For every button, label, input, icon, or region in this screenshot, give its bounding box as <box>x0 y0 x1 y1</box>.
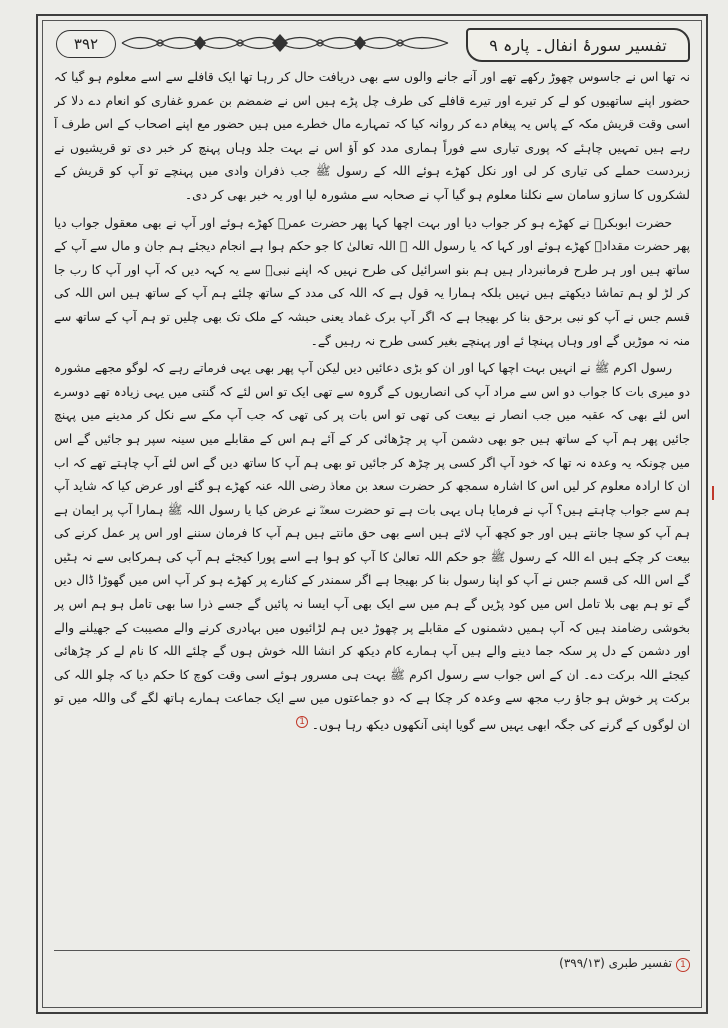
footnote-number: 1 <box>676 958 690 972</box>
footnote-marker[interactable]: 1 <box>296 716 308 728</box>
footnote-text: تفسیر طبری (۳۹۹/۱۳) <box>559 956 672 970</box>
paragraph-3-text: رسول اکرم ﷺ نے انہیں بہت اچھا کہا اور ان کو بڑی دعائیں دیں لیکن آپ پھر بھی یہی فرماتے رہے کہ لوگو مجھے مشورہ دو میری بات کا جواب دو اس سے مراد آپ کی انصاریوں کے گروہ سے تھی ایک تو اس لئے کہ گنتی میں یہی زیادہ تھے دوسرے اس لئے بھی کہ عقبہ میں جب انصار نے بیعت کی تھی تو اس بات پر کی تھی کہ جب آپ مکے سے نکل کر مدینے میں پہنچ جائیں پھر ہم آپ کے ساتھ ہیں جو بھی دشمن آپ پر چڑھائی کر کے آئے ہم اس کے مقابلے میں سینہ سپر ہو جائیں گے اس میں چونکہ یہ وعدہ نہ تھا کہ خود آپ اگر کسی پر چڑھ کر جائیں تو بھی ہم آپ کا ساتھ دیں گے اس لئے آپ چاہتے تھے کہ اب ان کا ارادہ معلوم کر لیں اس کا اشارہ سمجھ کر حضرت سعد بن معاذ رضی اللہ عنہ کھڑے ہو گئے اور عرض کیا کہ شاید آپ ہم سے جواب چاہتے ہیں؟ آپ نے فرمایا ہاں یہی بات ہے تو حضرت سعدؓ نے عرض کیا یا رسول اللہ ﷺ ہمارا آپ پر ایمان ہے ہم آپ کو سچا جانتے ہیں اور جو کچھ آپ لائے ہیں اسے بھی حق مانتے ہیں ہم آپ کا فرمان سننے اور اس پر عمل کرنے کی بیعت کر چکے ہیں اے اللہ کے رسول ﷺ جو حکم اللہ تعالیٰ کا آپ کو ہوا ہے اسے پورا کیجئے ہم آپ کی ہمرکابی سے نہ ہٹیں گے اس اللہ کی قسم جس نے آپ کو اپنا رسول بنا کر بھیجا ہے اگر سمندر کے کنارے پر کھڑے ہو کر آپ اس میں گھوڑا ڈال دیں گے تو ہم بھی بلا تامل اس میں کود پڑیں گے ہم میں سے ایک بھی آپ ایسا نہ پائیں گے جسے ذرا سا بھی تامل ہو ہم اس پر بخوشی رضامند ہیں کہ آپ ہمیں دشمنوں کے مقابلے پر چھوڑ دیں ہم لڑائیوں میں بہادری کرنے والے مصیبت کے جھیلنے والے اور دشمن کے دل پر سکہ جما دینے والے ہیں آپ ہمارے کام دیکھ کر انشا اللہ خوش ہوں گے چلئے اللہ کا نام لے کر چڑھائی کیجئے اللہ برکت دے۔ ان کے اس جواب سے رسول اکرم ﷺ بہت ہی مسرور ہوئے اسی وقت کوچ کا حکم دیا کہ چلو اللہ کی برکت پر خوش ہو جاؤ رب مجھ سے وعدہ کر چکا ہے کہ دو جماعتوں میں سے ایک جماعت ہمارے ہاتھ لگے گی واللہ میں تو ان لوگوں کے گرنے کی جگہ ابھی یہیں سے گویا اپنی آنکھوں دیکھ رہا ہوں۔ <box>54 361 690 733</box>
footnote <box>54 956 690 978</box>
paragraph-1: نہ تھا اس نے جاسوس چھوڑ رکھے تھے اور آنے جانے والوں سے بھی دریافت حال کر رہا تھا ایک قافلے سے اسے معلوم ہو گیا کہ حضور اپنے ساتھیوں کو لے کر تیرے اور تیرے قافلے کی طرف چل پڑے ہیں اس نے ضمضم بن عمرو غفاری کو انعام دے دلا کر اسی وقت قریش مکہ کے پاس یہ پیغام دے کر روانہ کیا کہ تمہارے مال خطرے میں ہیں حضور مع اپنے اصحاب کے اس طرف آ رہے ہیں تمہیں چاہئے کہ پوری تیاری سے فوراً ہماری مدد کو آؤ اس نے بہت جلد وہاں پہنچ کر خبر دی تو قریشیوں نے زبردست حملے کی تیاری کر لی اور نکل کھڑے ہوئے اللہ کے رسول ﷺ جب ذفران وادی میں پہنچے تو آپ کو قریش کے لشکروں کا سازو سامان سے نکلنا معلوم ہو گیا آپ نے صحابہ سے مشورہ لیا اور یہ خبر بھی کر دی۔ <box>54 70 690 202</box>
margin-mark <box>712 486 714 500</box>
main-text <box>54 66 690 946</box>
paragraph-2: حضرت ابوبکرؓ نے کھڑے ہو کر جواب دیا اور بہت اچھا کہا پھر حضرت عمرؓ کھڑے ہوئے اور آپ نے بھی معقول جواب دیا پھر حضرت مقدادؓ کھڑے ہوئے اور کہا کہ یا رسول اللہ ﷺ اللہ تعالیٰ کا جو حکم ہوا ہے انجام دیجئے ہم جان و مال سے آپ کے ساتھ ہیں اور ہر طرح فرمانبردار ہیں ہم بنو اسرائیل کی طرح نہیں کہ اپنے نبیؑ سے یہ کہہ دیں کہ آپ اور آپ کا رب جا کر لڑ لو ہم تماشا دیکھتے ہیں نہیں بلکہ ہمارا یہ قول ہے کہ اللہ کی مدد کے ساتھ چلئے ہم آپ کے ساتھ ہیں اس اللہ کی قسم جس نے آپ کو نبی برحق بنا کر بھیجا ہے کہ اگر آپ برک غماد یعنی حبشہ کے ملک تک بھی چلیں تو ہم آپ کے ساتھ سے منہ نہ موڑیں گے اور وہاں پہنچا ئے اور پہنچے بغیر کسی طرح نہ رہیں گے۔ <box>54 215 690 348</box>
page-number: ۳۹۲ <box>56 30 116 58</box>
decorative-ornament-icon <box>120 30 450 56</box>
footnote-divider <box>54 950 690 951</box>
paragraph-3 <box>54 357 690 738</box>
running-title: تفسیر سورۂ انفال۔ پارہ ۹ <box>466 28 690 62</box>
page-header <box>48 26 696 62</box>
